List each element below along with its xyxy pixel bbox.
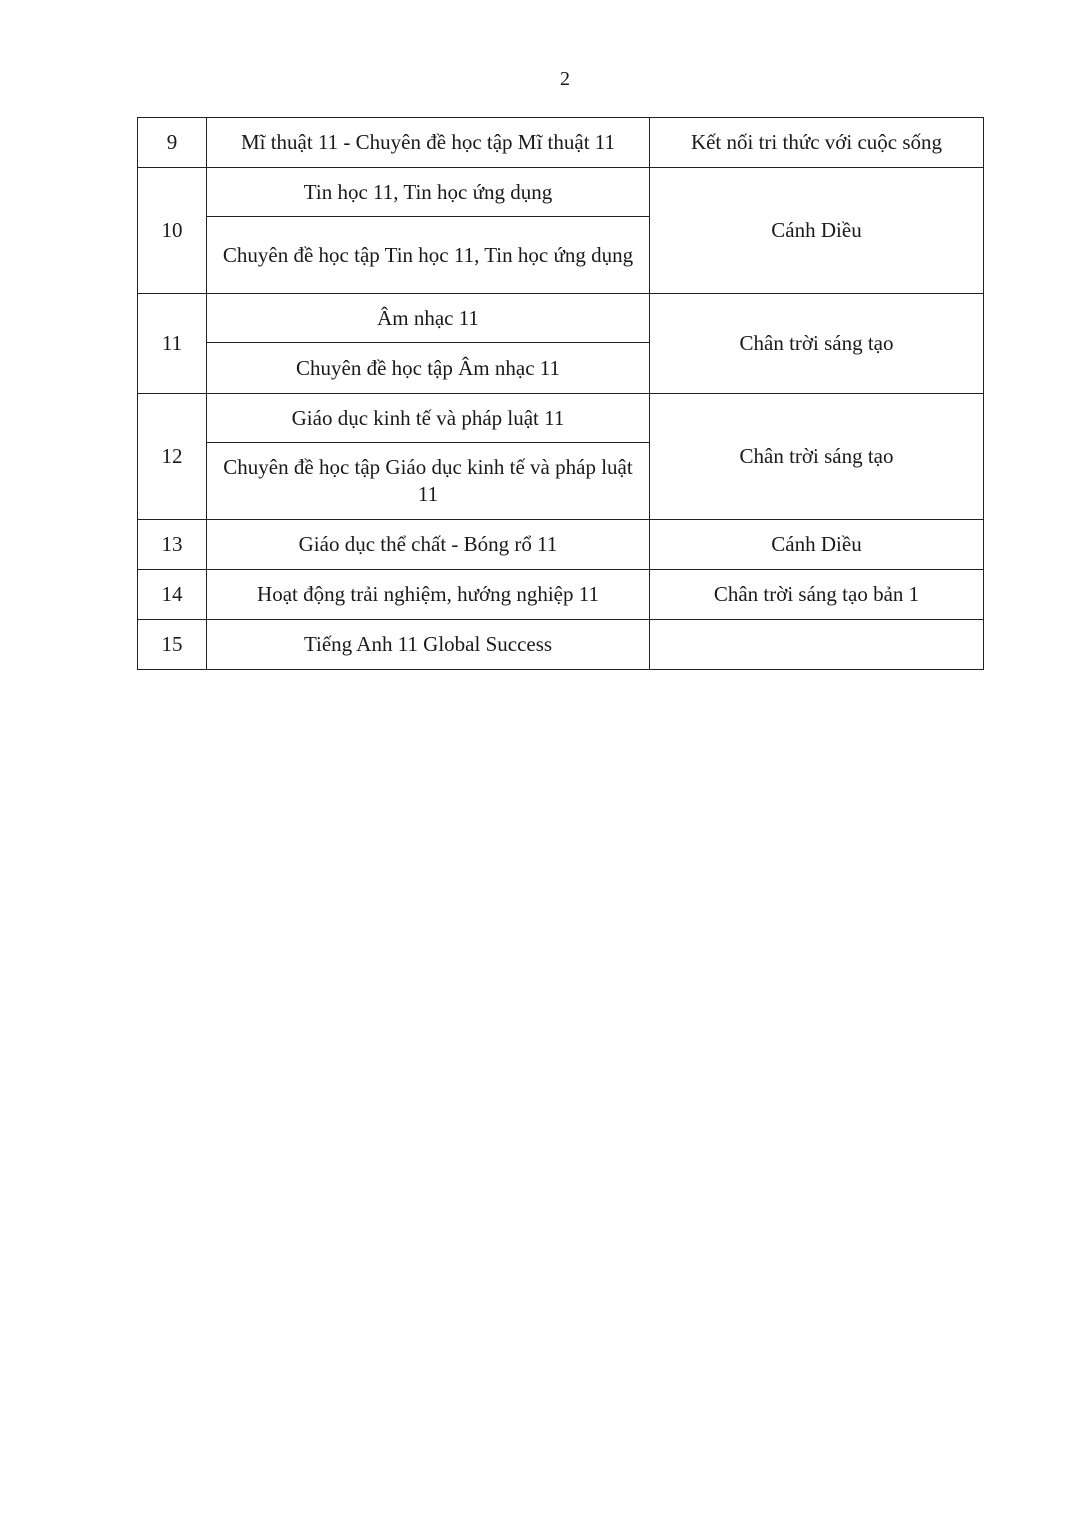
publisher: Kết nối tri thức với cuộc sống bbox=[650, 118, 984, 168]
book-title: Chuyên đề học tập Tin học 11, Tin học ứng dụng bbox=[207, 217, 650, 294]
book-title: Hoạt động trải nghiệm, hướng nghiệp 11 bbox=[207, 570, 650, 620]
row-number: 11 bbox=[138, 294, 207, 394]
book-title: Tiếng Anh 11 Global Success bbox=[207, 620, 650, 670]
row-number: 10 bbox=[138, 168, 207, 294]
book-title: Tin học 11, Tin học ứng dụng bbox=[207, 168, 650, 217]
table-row bbox=[138, 520, 984, 570]
publisher: Chân trời sáng tạo bbox=[650, 394, 984, 520]
table-row bbox=[138, 168, 984, 217]
table-row bbox=[138, 570, 984, 620]
table-row bbox=[138, 294, 984, 343]
textbook-table bbox=[137, 117, 984, 670]
publisher: Chân trời sáng tạo bản 1 bbox=[650, 570, 984, 620]
book-title: Giáo dục thể chất - Bóng rổ 11 bbox=[207, 520, 650, 570]
publisher: Cánh Diều bbox=[650, 520, 984, 570]
publisher: Chân trời sáng tạo bbox=[650, 294, 984, 394]
row-number: 9 bbox=[138, 118, 207, 168]
book-title: Giáo dục kinh tế và pháp luật 11 bbox=[207, 394, 650, 443]
table-row bbox=[138, 118, 984, 168]
page-number: 2 bbox=[560, 68, 570, 90]
book-title: Chuyên đề học tập Giáo dục kinh tế và pháp luật 11 bbox=[207, 443, 650, 520]
row-number: 13 bbox=[138, 520, 207, 570]
book-title: Chuyên đề học tập Âm nhạc 11 bbox=[207, 343, 650, 394]
row-number: 14 bbox=[138, 570, 207, 620]
publisher bbox=[650, 620, 984, 670]
book-title: Âm nhạc 11 bbox=[207, 294, 650, 343]
publisher: Cánh Diều bbox=[650, 168, 984, 294]
table-row bbox=[138, 394, 984, 443]
book-title: Mĩ thuật 11 - Chuyên đề học tập Mĩ thuật 11 bbox=[207, 118, 650, 168]
row-number: 12 bbox=[138, 394, 207, 520]
table-row bbox=[138, 620, 984, 670]
row-number: 15 bbox=[138, 620, 207, 670]
